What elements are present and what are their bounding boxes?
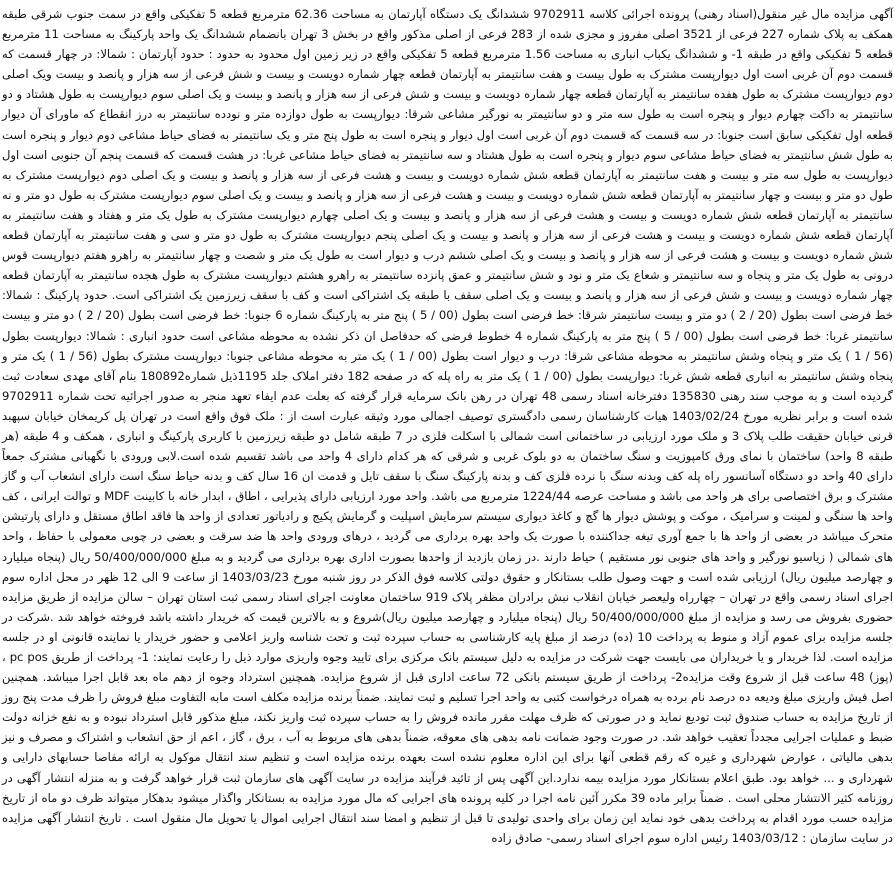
auction-notice [2,4,893,868]
notice-body-text: آگهی مزایده مال غیر منقول(اسناد رهنی) پرونده اجرائی کلاسه 9702911 ششدانگ یک دستگاه آپارتمان به مساحت 62.36 مترمربع قطعه 5 تفکیکی واقع در سمت جنوب شرقی طبقه همکف به پلاک شماره 227 فرعی از 3521 اصلی مفروز و مجزی شده از 283 فرعی از اصلی مذکور واقع در بخش 3 تهران بانضمام ششدانگ یک واحد پارکینگ به مساحت 11 مترمربع قطعه 5 تفکیکی واقع در طبقه 1- و ششدانگ یکباب انباری به مساحت 1.56 مترمربع قطعه 5 تفکیکی واقع در زیر زمین اول محدود به حدود : حدود آپارتمان : شمالا: در چهار قسمت که قسمت دوم آن غربی است اول دیوارپست مشترک به طول بیست و هفت سانتیمتر به آپارتمان قطعه چهار شماره دویست و بیست و شش فرعی از سه هزار و پانصد و بیست ویک اصلی دوم دیوارپست مشترک به طول هفده سانتیمتر به آپارتمان قطعه چهار شماره دویست و بیست و شش فرعی از سه هزار و پانصد و بیست و یک اصلی سوم دیوارپست به طول هشتاد و دو سانتیمتر به داکت چهارم دیوار و پنجره است به طول سه متر و دو سانتیمتر به نورگیر مشاعی شرقا: دیوارپست به طول دوازده متر و نودده سانتیمتر به درز انقطاع که ماورای آن دیوار قطعه اول تفکیکی سابق است جنوبا: در سه قسمت که قسمت دوم آن غربی است اول دیوار و پنجره است به طول پنج متر و یک سانتیمتر به فضای حیاط مشاعی دوم دیوار و پنجره است به طول شش سانتیمتر به فضای حیاط مشاعی سوم دیوار و پنجره است به طول هشتاد و سه سانتیمتر به فضای حیاط مشاعی غربا: در هشت قسمت که قسمت پنجم آن جنوبی است اول دیوارپست به طول سه متر و بیست و هفت سانتیمتر به آپارتمان قطعه شش شماره دویست و بیست و هشت فرعی از سه هزار و پانصد و بیست و یک اصلی دوم دیوارپست مشترک به طول دو متر و بیست و چهار سانتیمتر به آپارتمان قطعه شش شماره دویست و بیست و هشت فرعی از سه هزار و پانصد و بیست و یک اصلی سوم دیوارپست مشترک به طول دو متر و نه سانتیمتر به آپارتمان قطعه شش شماره دویست و بیست و هشت فرعی از سه هزار و پانصد و بیست و یک اصلی چهارم دیوارپست مشترک به طول یک متر و هفتاد و هفت سانتیمتر به آپارتمان قطعه شش شماره دویست و بیست و هشت فرعی از سه هزار و پانصد و بیست و یک اصلی پنجم دیوارپست مشترک به طول دو متر و سی و هفت سانتیمتر به آپارتمان قطعه شش شماره دویست و بیست و هشت فرعی از سه هزار و پانصد و بیست و یک اصلی ششم درب و دیوار است به طول یک متر و شصت و چهار سانتیمتر به راهرو هفتم دیوارپست قوس درونی به طول یک متر و پنجاه و سه سانتیمتر و شعاع یک متر و نود و شش سانتیمتر و عمق پانزده سانتیمتر به راهرو هشتم دیوارپست مشترک به طول هجده سانتیمتر به آپارتمان قطعه چهار شماره دویست و بیست و شش فرعی از سه هزار و پانصد و بیست و یک اصلی سقف با طبقه یک اشتراکی است و کف با سقف زیرزمین یک اشتراکی است. حدود پارکینگ : شمالا: خط فرضی است بطول (20 / 2 ) دو متر و بیست سانتیمتر شرقا: خط فرضی است بطول (00 / 5 ) پنج متر به پارکینگ شماره 6 جنوبا: خط فرضی است بطول (20 / 2 ) دو متر و بیست سانتیمتر غربا: خط فرضی است بطول (00 / 5 ) پنج متر به پارکینگ شماره 4 خطوط فرضی که حدفاصل ان ذکر نشده به محوطه مشاعی است حدود انباری : شمالا: دیوارپست بطول (56 / 1 ) یک متر و پنجاه وشش سانتیمتر به محوطه مشاعی شرقا: درب و دیوار است بطول (00 / 1 ) یک متر به محوطه مشاعی جنوبا: دیوارپست مشترک بطول (56 / 1 ) یک متر و پنجاه وشش سانتیمتر به انباری قطعه شش غربا: دیوارپست بطول (00 / 1 ) یک متر به راه پله که در صفحه 182 دفتر املاک جلد 1195ذیل شماره180892 بنام آقای مهدی سعادت ثبت گردیده است و به موجب سند رهنی 135830 دفترخانه اسناد رسمی 48 تهران در رهن بانک سرمایه قرار گرفته که بعلت عدم ایفاء تعهد منجر به صدور اجرائیه تحت شماره 9702911 شده است و برابر نظریه مورخ 1403/02/24 هیات کارشناسان رسمی دادگستری توصیف اجمالی مورد وثیقه عبارت است از : ملک فوق واقع است در تهران پل کریمخان خیابان سپهبد قرنی خیابان حقیقت طلب پلاک 3 و ملک مورد ارزیابی در ساختمانی است شمالی با اسکلت فلزی در 7 طبقه شامل دو طبقه زیرزمین با کاربری پارکینگ و انباری ، همکف و 4 طبقه (هر طبقه 8 واحد) ساختمان با نمای ورق کامپوزیت و سنگ ساختمان به دو بلوک غربی و شرقی که هر کدام دارای 4 واحد می باشد تقسیم شده است.لابی ورودی با نگهبانی مشترک جمعاً دارای 40 واحد دو دستگاه آسانسور راه پله کف وبدنه سنگ با نرده فلزی کف و بدنه پارکینگ سنگ با سقف تایل و قدمت ان 16 سال کف و بدنه حیاط سنگ است دارای انشعاب آب و گاز مشترک و برق اختصاصی برای هر واحد می باشد و مساحت عرصه 1224/44 مترمربع می باشد. واحد مورد ارزیابی دارای پذیرایی ، اطاق ، ابدار خانه با کابینت MDF و توالت ایرانی ، کف واحد ها سنگی و لمینت و سرامیک ، موکت و پوشش دیوار ها گچ و کاغذ دیواری سیستم سرمایش اسپلیت و گرمایش پکیج و رادیاتور تعدادی از واحد ها فاقد اطاق مستقل و دارای پارتیشن متحرک میباشد در بعضی از واحد ها با جمع آوری تیغه جداکننده با صورت یک واحد بهره برداری می گردید ، درهای ورودی واحد ها ضد سرقت و بعضی در چوبی معمولی با حفاظ ، واحد های شمالی ( زیاسیو نورگیر و واحد های جنوبی نور مستقیم ) حیاط دارند .در زمان بازدید از واحدها بصورت اداری بهره برداری می گردید و به مبلغ 50/400/000/000 ریال (پنجاه میلیارد و چهارصد میلیون ریال) ارزیابی شده است و جهت وصول طلب بستانکار و حقوق دولتی کلاسه فوق الذکر در روز شنبه مورخ 1403/03/23 از ساعت 9 الی 12 ظهر در محل اداره سوم اجرای اسناد رسمی واقع در تهران – چهارراه ولیعصر خیابان انقلاب نبش برادران مظفر پلاک 919 ساختمان معاونت اجرای اسناد رسمی ثبت استان تهران – سالن مزایده از طریق مزایده حضوری بفروش می رسد و مزایده از مبلغ 50/400/000/000 ریال (پنجاه میلیارد و چهارصد میلیون ریال)شروع و به بالاترین قیمت که خریدار داشته باشد فروخته خواهد شد .شرکت در جلسه مزایده برای عموم آزاد و منوط به پرداخت 10 (ده) درصد از مبلغ پایه کارشناسی به حساب سپرده ثبت و تحت شناسه واریز اعلامی و حضور خریدار یا نماینده قانونی او در جلسه مزایده است. لذا خریدار و یا خریداران می بایست جهت شرکت در مزایده به دلیل سیستم بانک مرکزی برای تایید وجوه واریزی موارد ذیل را رعایت نمایند: 1- پرداخت از طریق pc pos ، (پوز) 48 ساعت قبل از شروع وقت مزایده2- پرداخت از طریق سیستم بانکی 72 ساعت اداری قبل از شروع مزایده. همچنین استرداد وجوه از دهم ماه بعد قابل اجرا میباشد. همچنین اصل فیش واریزی مبلغ ودیعه ده درصد نام برده به همراه درخواست کتبی به واحد اجرا تسلیم و ثبت نمایند. ضمناً برنده مزایده مکلف است مابه التفاوت مبلغ فروش را ظرف مدت پنج روز از تاریخ مزایده به حساب صندوق ثبت تودیع نماید و در صورتی که ظرف مهلت مقرر مانده فروش را به حساب سپرده ثبت واریز نکند، مبلغ مذکور قابل استرداد نبوده و به نفع خزانه دولت ضبط و عملیات اجرایی مجدداً تعقیب خواهد شد. در صورت وجود ضمانت نامه بدهی های معوقه، ضمناً بدهی های مربوط به آب ، برق ، گاز ، اعم از حق انشعاب و اشتراک و مصرف و نیز بدهی مالیاتی ، عوارض شهرداری و غیره که رقم قطعی آنها برای این اداره معلوم نشده است بعهده برنده مزایده است و تنظیم سند انتقال موکول به ارائه مفاصا حسابهای دارایی و شهرداری و ... خواهد بود. طبق اعلام بستانکار مورد مزایده بیمه ندارد.این آگهی پس از تائید فرآیند مزایده در سایت آگهی های سازمان ثبت قرار خواهد گرفت و به منزله انتشار آگهی در روزنامه کثیر الانتشار محلی است . ضمناً برابر ماده 39 مکرر آئین نامه اجرا در کلیه پرونده های اجرایی که مال مورد مزایده به بستانکار واگذار میشود بدهکار میتواند ظرف دو ماه از تاریخ مزایده حسب مورد اقدام به پرداخت بدهی خود نماید این زمان برای واحدی تولیدی تا قبل از تنظیم و امضا سند انتقال اجرایی اموال یا تحویل مال منقول است . تاریخ انتشار آگهی مزایده در سایت سازمان : 1403/03/12 رئیس اداره سوم اجرای اسناد رسمی- صادق زاده [2,7,894,845]
